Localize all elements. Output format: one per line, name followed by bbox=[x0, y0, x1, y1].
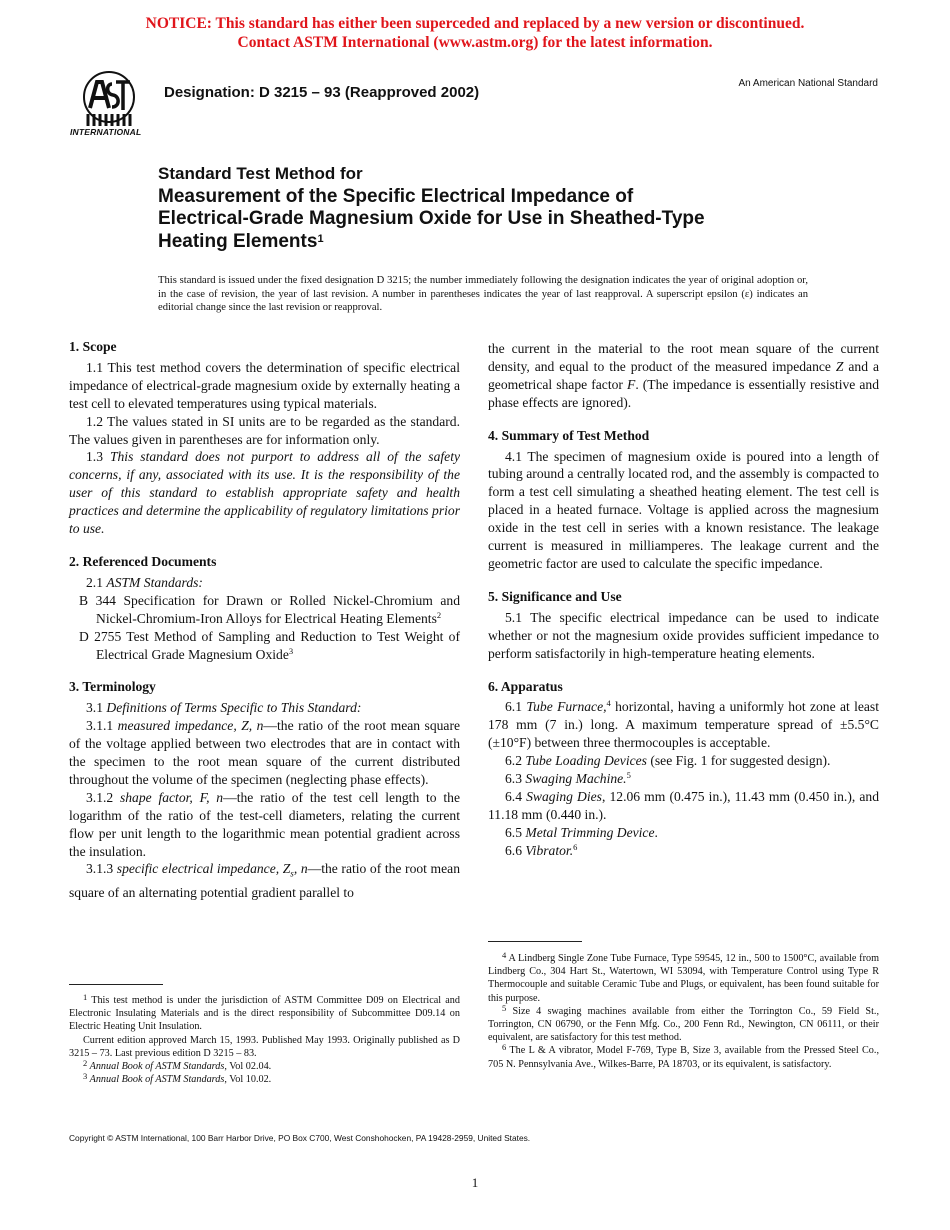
section-1-heading: 1. Scope bbox=[69, 339, 117, 354]
footnotes-left bbox=[69, 994, 460, 1086]
para-3-1-3: 3.1.3 specific electrical impedance, $Z_s$, n—the ratio of the root mean square of an alternating potential gradient parallel to bbox=[69, 861, 460, 901]
title-line-2: Measurement of the Specific Electrical Impedance of bbox=[158, 185, 634, 207]
title-footnote-ref: 1 bbox=[317, 232, 324, 245]
footnote-2: $^2$ Annual Book of ASTM Standards, Vol 02.04. bbox=[83, 1058, 272, 1073]
page-number: 1 bbox=[471, 1175, 479, 1190]
para-6-5: 6.5 Metal Trimming Device. bbox=[505, 824, 658, 840]
notice-line-1: NOTICE: This standard has either been superceded and replaced by a new version or discontinued. bbox=[145, 15, 805, 32]
right-column bbox=[488, 340, 879, 860]
para-1-3: 1.3 This standard does not purport to address all of the safety concerns, if any, associated with its use. It is the responsibility of the user of this standard to establish appropriate safety and health practices and determine the applicability of regulatory limitations prior to use. bbox=[69, 449, 461, 537]
footnote-4: $^4$ A Lindberg Single Zone Tube Furnace, Type 59545, 12 in., 500 to 1500°C, available from Lindberg Co., 304 Hart St., Watertown, WI 53094, with Temperature Control using Type R Thermocouple and suitable Ceramic Tube and Plugs, or equivalent, has been found suitable for this purpose. bbox=[488, 950, 879, 1004]
footnote-3: $^3$ Annual Book of ASTM Standards, Vol 10.02. bbox=[83, 1071, 272, 1086]
para-4-1: 4.1 The specimen of magnesium oxide is poured into a length of tubing around a centrally located rod, and the assembly is compacted to form a test cell simulating a sheathed heating element. The test cell is placed in a heated furnace. Voltage is applied across the magnesium oxide in the test cell in series with a known resistance. The leakage current is measured in milliamperes. The leakage current and the geometric factor are used to calculate the specific impedance. bbox=[488, 448, 879, 571]
document-title bbox=[158, 163, 838, 253]
para-3-1-1: 3.1.1 measured impedance, Z, n—the ratio of the root mean square of the voltage applied between two electrodes that are in contact with the specimen to the root mean square of the current distributed throughout the volume of the specimen (neglecting phase effects). bbox=[69, 718, 461, 787]
section-4-heading: 4. Summary of Test Method bbox=[488, 427, 650, 443]
designation: Designation: D 3215 – 93 (Reapproved 2002) bbox=[164, 84, 480, 101]
para-3-1-2: 3.1.2 shape factor, F, n—the ratio of the test cell length to the logarithm of the ratio of the test-cell diameters, relating the current flow per unit length to the logarithmic mean potential gradient across the insulation. bbox=[69, 789, 460, 859]
para-3-1-3-continued: the current in the material to the root mean square of the current density, and equal to the product of the measured impedance Z and a geometrical shape factor F. (The impedance is essentially resistive and phase effects are ignored). bbox=[488, 341, 880, 410]
para-5-1: 5.1 The specific electrical impedance can be used to indicate whether or not the magnesium oxide provides sufficient impedance to perform satisfactorily in high-temperature heating elements. bbox=[488, 609, 879, 661]
para-6-4: 6.4 Swaging Dies, 12.06 mm (0.475 in.), 11.43 mm (0.450 in.), and 11.18 mm (0.440 in.). bbox=[488, 788, 879, 822]
footnotes-right bbox=[488, 952, 879, 1071]
para-2-1: 2.1 ASTM Standards: bbox=[86, 574, 203, 590]
section-6-heading: 6. Apparatus bbox=[488, 678, 563, 694]
para-3-1: 3.1 Definitions of Terms Specific to This Standard: bbox=[86, 700, 362, 716]
copyright: Copyright © ASTM International, 100 Barr Harbor Drive, PO Box C700, West Conshohocken, PA 19428-2959, United States. bbox=[69, 1133, 531, 1143]
para-6-2: 6.2 Tube Loading Devices (see Fig. 1 for suggested design). bbox=[505, 753, 831, 769]
title-line-3: Electrical-Grade Magnesium Oxide for Use in Sheathed-Type bbox=[158, 208, 705, 229]
left-column bbox=[69, 338, 460, 902]
superseded-notice bbox=[0, 14, 950, 52]
para-1-1: 1.1 This test method covers the determination of specific electrical impedance of electrical-grade magnesium oxide by externally heating a test cell to elevated temperatures using typical materials. bbox=[69, 359, 460, 411]
section-3-heading: 3. Terminology bbox=[69, 679, 156, 695]
footnote-rule-right bbox=[488, 941, 582, 942]
footnote-rule-left bbox=[69, 984, 163, 985]
notice-line-2: Contact ASTM International (www.astm.org) for the latest information. bbox=[237, 34, 713, 51]
title-line-1: Standard Test Method for bbox=[158, 164, 363, 183]
logo-international-text: INTERNATIONAL bbox=[70, 127, 142, 137]
para-6-3: 6.3 Swaging Machine.$^5$ bbox=[505, 770, 631, 787]
reference-d2755: D 2755 Test Method of Sampling and Reduction to Test Weight of Electrical Grade Magnesium Oxide$^3$ bbox=[79, 628, 460, 662]
footnote-5: $^5$ Size 4 swaging machines available from either the Torrington Co., 59 Field St., Torrington, CN 06790, or the Fenn Mfg. Co., 200 Fenn Rd., Newington, CN 06111, or their equivalent, are satisfactory for this test method. bbox=[488, 1002, 879, 1044]
para-6-6: 6.6 Vibrator.$^6$ bbox=[505, 841, 578, 858]
footnote-1-edition: Current edition approved March 15, 1993. Published May 1993. Originally published as D 3215 – 73. Last previous edition D 3215 – 83. bbox=[69, 1034, 460, 1059]
issued-statement: This standard is issued under the fixed designation D 3215; the number immediately following the designation indicates the year of original adoption or, in the case of revision, the year of last revision. A number in parentheses indicates the year of last reapproval. A superscript epsilon (ε) indicates an editorial change since the last revision or reapproval. bbox=[158, 275, 808, 313]
american-national-standard: An American National Standard bbox=[738, 78, 878, 89]
section-2-heading: 2. Referenced Documents bbox=[69, 553, 217, 569]
title-line-4: Heating Elements bbox=[158, 230, 318, 252]
footnote-1: $^1$ This test method is under the jurisdiction of ASTM Committee D09 on Electrical and Electronic Insulating Materials and is the direct responsibility of Subcommittee D09.14 on Electric Heating Unit Insulation. bbox=[69, 992, 460, 1033]
footnote-6: $^6$ The L & A vibrator, Model F-769, Type B, Size 3, available from the Pressed Steel Co., 705 N. Pennsylvania Ave., Wilkes-Barre, PA 18703, or its equivalent, is satisfactory. bbox=[488, 1042, 879, 1070]
astm-logo bbox=[66, 70, 152, 140]
para-1-2: 1.2 The values stated in SI units are to be regarded as the standard. The values given in parentheses are for information only. bbox=[69, 413, 460, 447]
para-6-1: 6.1 Tube Furnace,$^4$ horizontal, having a uniformly hot zone at least 178 mm (7 in.) long. A maximum temperature spread of ±5.5°C (±10°F) between three thermocouples is acceptable. bbox=[488, 698, 879, 751]
reference-b344: B 344 Specification for Drawn or Rolled Nickel-Chromium and Nickel-Chromium-Iron Alloys for Electrical Heating Elements$^2$ bbox=[79, 592, 460, 626]
section-5-heading: 5. Significance and Use bbox=[488, 588, 622, 604]
